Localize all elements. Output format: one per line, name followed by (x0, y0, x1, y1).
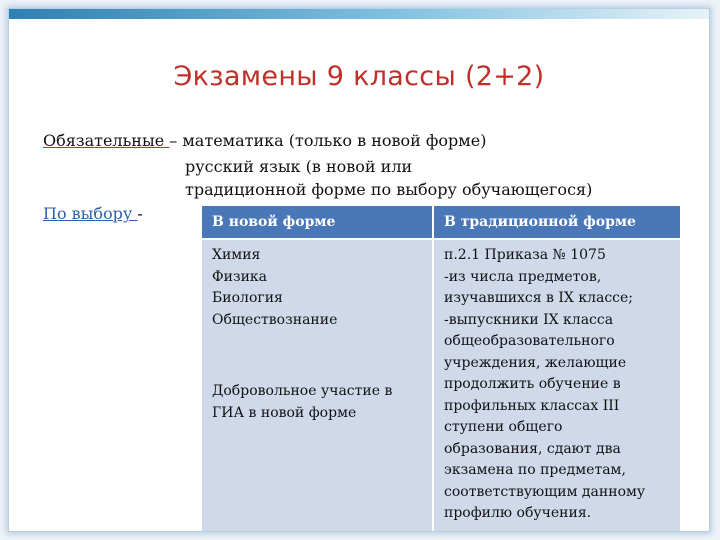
mandatory-continuation (185, 155, 592, 201)
voluntary-note-line: Добровольное участие в (212, 383, 393, 399)
mandatory-separator: – (169, 131, 183, 150)
traditional-line: ступени общего (444, 419, 563, 435)
exam-form-table (202, 206, 680, 531)
choice-separator: - (137, 204, 143, 223)
traditional-line: учреждения, желающие (444, 354, 627, 371)
traditional-line: п.2.1 Приказа № 1075 (444, 247, 606, 263)
traditional-line: общеобразовательного (444, 333, 615, 349)
slide-title: Экзамены 9 классы (2+2) (173, 61, 545, 92)
subject-item: Физика (212, 268, 268, 285)
voluntary-note-line: ГИА в новой форме (212, 404, 357, 421)
traditional-line: профильных классах III (444, 397, 620, 414)
slide-frame (8, 8, 710, 532)
table-row (202, 239, 680, 531)
mandatory-label: Обязательные (43, 131, 170, 150)
traditional-line: -выпускники IX класса (444, 311, 614, 328)
traditional-line: профилю обучения. (444, 505, 592, 521)
traditional-form-cell (433, 239, 680, 531)
subject-item: Биология (212, 290, 283, 306)
mandatory-line-2: русский язык (в новой или (185, 157, 413, 176)
traditional-line: образования, сдают два (444, 440, 621, 457)
choice-label: По выбору (43, 204, 138, 223)
subject-item: Обществознание (212, 311, 338, 328)
choice-line (43, 204, 143, 223)
top-accent-bar (9, 9, 709, 19)
header-new-form: В новой форме (202, 206, 433, 239)
table-header-row (202, 206, 680, 239)
new-form-cell (202, 239, 433, 531)
traditional-line: экзамена по предметам, (444, 462, 626, 478)
mandatory-line-3: традиционной форме по выбору обучающегося) (185, 180, 593, 199)
traditional-line: изучавшихся в IX классе; (444, 290, 634, 306)
traditional-line: продолжить обучение в (444, 376, 621, 392)
spacer (212, 331, 422, 381)
traditional-line: соответствующим данному (444, 483, 646, 500)
traditional-line: -из числа предметов, (444, 268, 602, 285)
mandatory-line (43, 131, 486, 150)
mandatory-line-1: математика (только в новой форме) (182, 131, 487, 150)
subject-item: Химия (212, 247, 261, 263)
header-traditional-form: В традиционной форме (433, 206, 680, 239)
